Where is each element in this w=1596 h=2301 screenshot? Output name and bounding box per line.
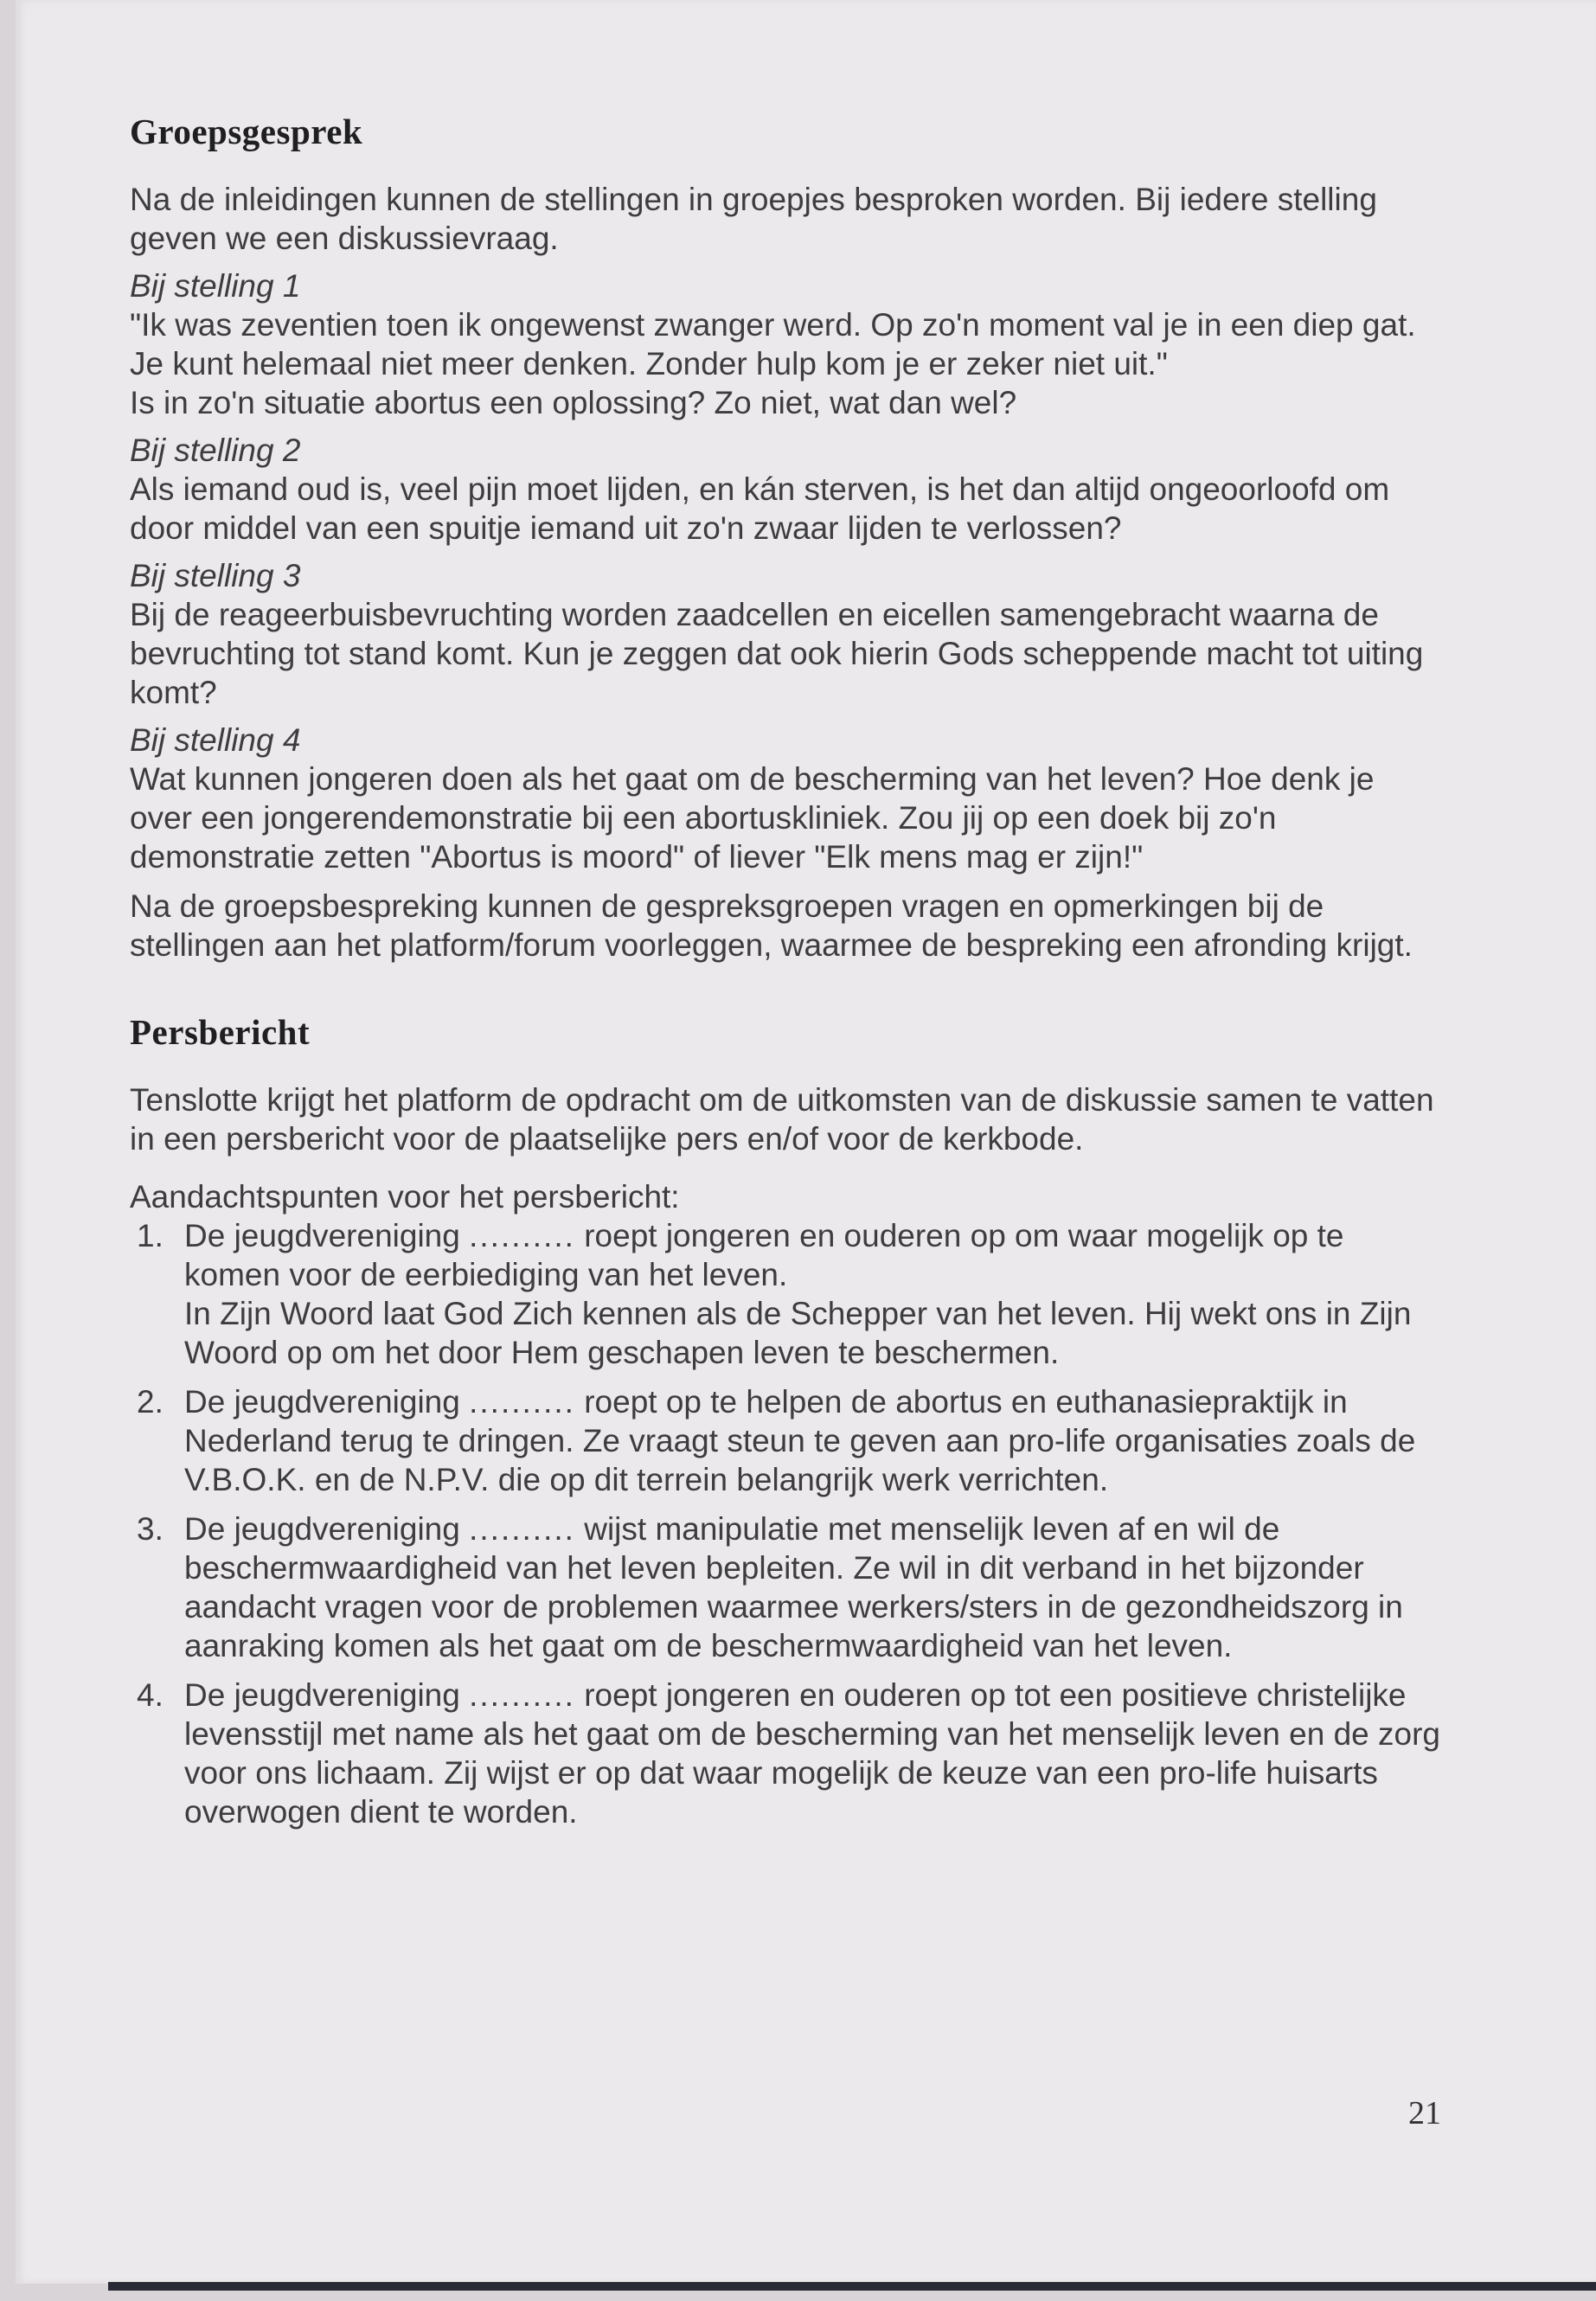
point-lead: De jeugdvereniging [184, 1218, 460, 1253]
document-body [130, 111, 1445, 1831]
stelling-2-text: Als iemand oud is, veel pijn moet lijden, en kán sterven, is het dan altijd ongeoorloofd om door middel van een spuitje iemand uit zo'n zwaar lijden te verlossen? [130, 471, 1390, 546]
list-item [130, 1509, 1445, 1665]
point-dots: .......... [469, 1218, 575, 1253]
heading-persbericht: Persbericht [130, 1012, 311, 1052]
point-text: roept op te helpen de abortus en euthanasiepraktijk in Nederland terug te dringen. Ze vraagt steun te geven aan pro-life organisaties zoals de V.B.O.K. en de N.P.V. die op dit terrein belangrijk werk verrichten. [184, 1384, 1416, 1497]
list-item [130, 1382, 1445, 1499]
point-lead: De jeugdvereniging [184, 1384, 460, 1420]
stelling-2-label: Bij stelling 2 [130, 433, 301, 468]
stelling-3-text: Bij de reageerbuisbevruchting worden zaadcellen en eicellen samengebracht waarna de bevruchting tot stand komt. Kun je zeggen dat ook hierin Gods scheppende macht tot uiting komt? [130, 597, 1424, 710]
list-item [130, 1216, 1445, 1372]
stelling-1-text: "Ik was zeventien toen ik ongewenst zwanger werd. Op zo'n moment val je in een diep gat. Je kunt helemaal niet meer denken. Zonder hulp kom je er zeker niet uit." [130, 307, 1416, 381]
stelling-1-label: Bij stelling 1 [130, 268, 301, 304]
point-number: 1. [137, 1218, 163, 1253]
heading-groepsgesprek: Groepsgesprek [130, 112, 363, 151]
point-lead: De jeugdvereniging [184, 1677, 460, 1713]
closing-paragraph: Na de groepsbespreking kunnen de gespreksgroepen vragen en opmerkingen bij de stellingen aan het platform/forum voorleggen, waarmee de bespreking een afronding krijgt. [130, 888, 1413, 963]
page-number: 21 [1408, 2095, 1441, 2131]
stelling-4-label: Bij stelling 4 [130, 722, 301, 758]
point-number: 2. [137, 1384, 163, 1420]
stelling-4-text: Wat kunnen jongeren doen als het gaat om de bescherming van het leven? Hoe denk je over een jongerendemonstratie bij een abortuskliniek. Zou jij op een doek bij zo'n demonstratie zetten "Abortus is moord" of liever "Elk mens mag er zijn!" [130, 761, 1375, 875]
point-number: 3. [137, 1511, 163, 1547]
point-text: wijst manipulatie met menselijk leven af en wil de beschermwaardigheid van het leven bepleiten. Ze wil in dit verband in het bijzonder aandacht vragen voor de problemen waarmee werkers/sters in de gezondheidszorg in aanraking komen als het gaat om de beschermwaardigheid van het leven. [184, 1511, 1403, 1663]
stelling-1-question: Is in zo'n situatie abortus een oplossing? Zo niet, wat dan wel? [130, 385, 1017, 420]
point-lead: De jeugdvereniging [184, 1511, 460, 1547]
persbericht-intro: Tenslotte krijgt het platform de opdracht om de uitkomsten van de diskussie samen te vatten in een persbericht voor de plaatselijke pers en/of voor de kerkbode. [130, 1082, 1434, 1157]
points-list [130, 1216, 1445, 1831]
point-number: 4. [137, 1677, 163, 1713]
stelling-3-label: Bij stelling 3 [130, 558, 301, 593]
points-label: Aandachtspunten voor het persbericht: [130, 1179, 680, 1215]
intro-paragraph: Na de inleidingen kunnen de stellingen in groepjes besproken worden. Bij iedere stelling geven we een diskussievraag. [130, 182, 1377, 256]
point-dots: .......... [469, 1511, 575, 1547]
point-dots: .......... [469, 1384, 575, 1420]
point-text: roept jongeren en ouderen op tot een positieve christelijke levensstijl met name als het gaat om de bescherming van het menselijk leven en de zorg voor ons lichaam. Zij wijst er op dat waar mogelijk de keuze van een pro-life huisarts overwogen dient te worden. [184, 1677, 1440, 1830]
point-extra: In Zijn Woord laat God Zich kennen als de Schepper van het leven. Hij wekt ons in Zijn Woord op om het door Hem geschapen leven te beschermen. [184, 1296, 1412, 1370]
point-dots: .......... [469, 1677, 575, 1713]
bottom-rule [108, 2282, 1596, 2291]
point-text: roept jongeren en ouderen op om waar mogelijk op te komen voor de eerbiediging van het leven. [184, 1218, 1344, 1292]
list-item [130, 1676, 1445, 1831]
